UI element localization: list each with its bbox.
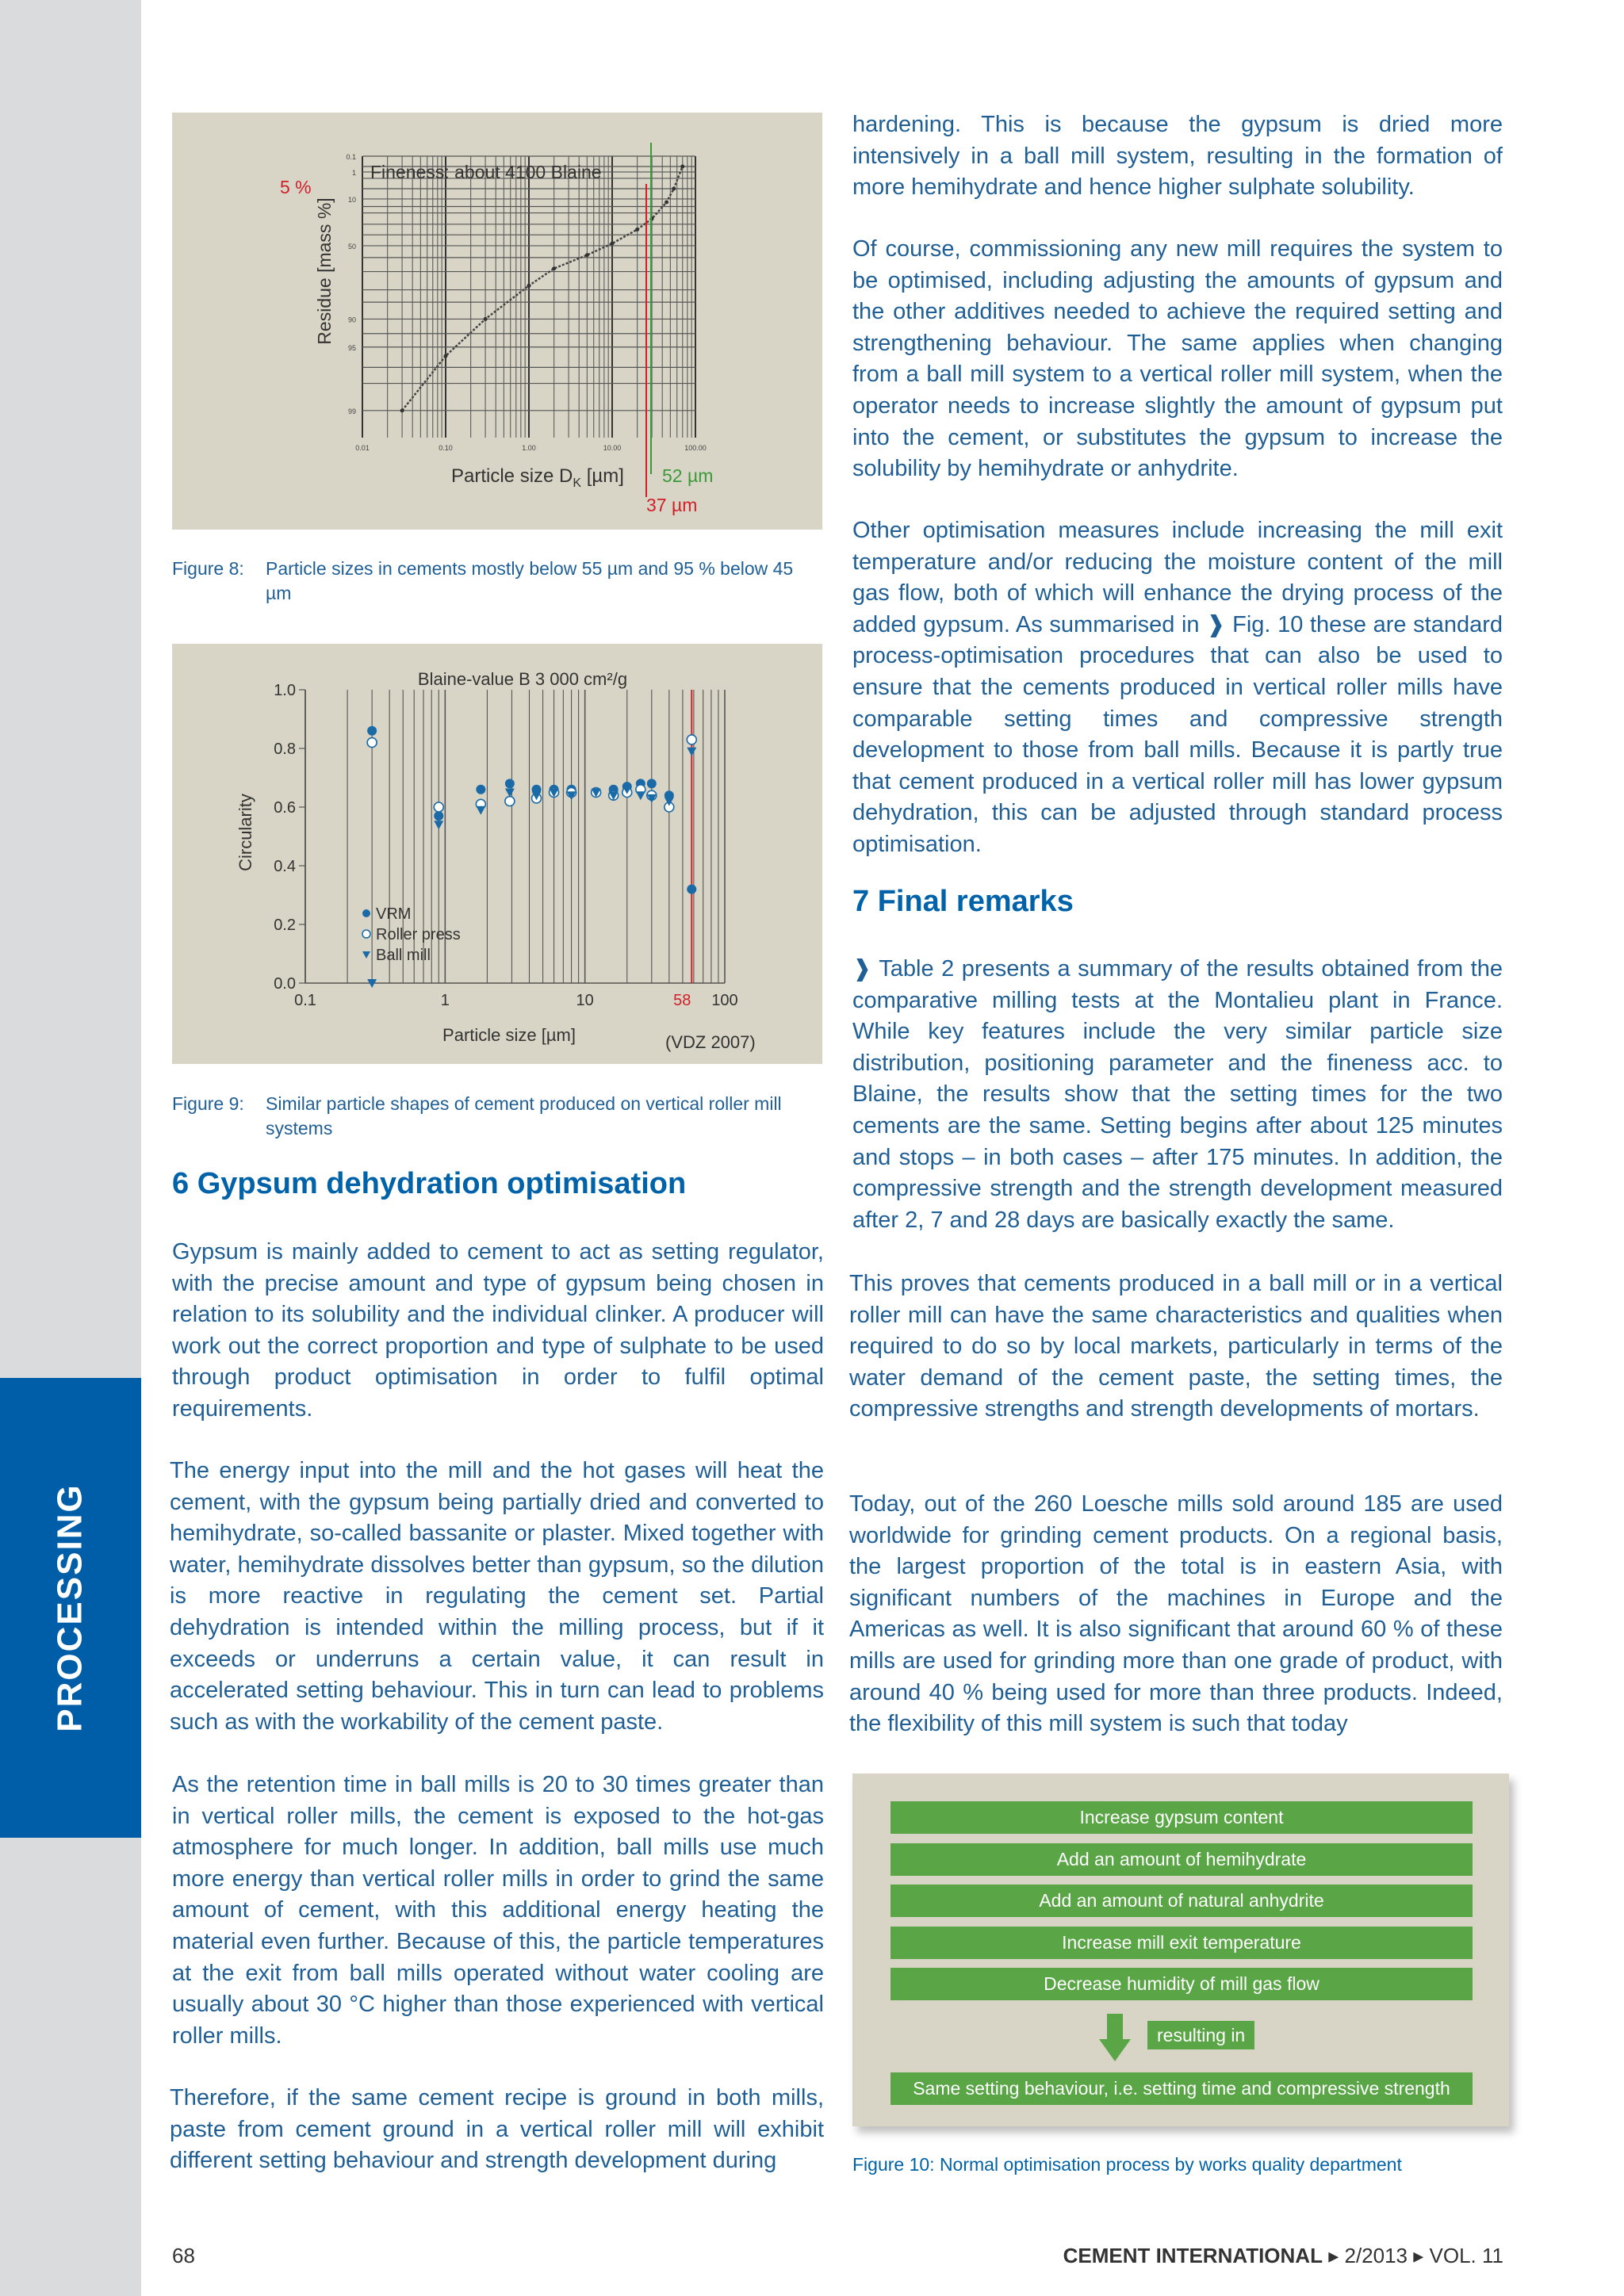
- down-arrow-icon: [1099, 2014, 1131, 2063]
- resulting-in-label: resulting in: [1147, 2021, 1254, 2049]
- f8-xtick: 10.00: [603, 444, 622, 452]
- figure-9-caption-text: Similar particle shapes of cement produced on vertical roller mill systems: [266, 1093, 782, 1138]
- mark-52-label: 52 µm: [662, 465, 714, 486]
- left-paragraph-1: Gypsum is mainly added to cement to act as setting regulator, with the precise amount and type of gypsum being chosen in relation to its solubility and the individual clinker. A producer will work out the correct proportion and type of sulphate to be used through product optimisation in order to fulfil optimal requirements.: [172, 1239, 824, 1422]
- f9-xtick: 100: [711, 992, 738, 1009]
- journal-footer: [1063, 2244, 1503, 2268]
- figure-9-caption-label: Figure 9:: [172, 1093, 244, 1114]
- f9-ylabel: Circularity: [236, 794, 255, 871]
- f9-ytick: 1.0: [274, 682, 296, 699]
- f8-curve-point: [611, 242, 615, 246]
- f9-point-roller-press: [434, 802, 443, 812]
- flow-step-exit-temperature: Increase mill exit temperature: [891, 1927, 1473, 1959]
- left-paragraph-4: Therefore, if the same cement recipe is ground in both mills, paste from cement ground in a vertical roller mill will exhibit different setting behaviour and strength development during: [170, 2085, 824, 2174]
- right-paragraph-4: ❱ Table 2 presents a summary of the results obtained from the comparative milling tests at the Montalieu plant in France. While key features include the very similar particle size distribution, positioning parameter and the fineness acc. to Blaine, the results show that the setting times for the two cements are the same. Setting begins after about 125 minutes and stops – in both cases – after 175 minutes. In addition, the compressive strength and the strength development measured after 2, 7 and 28 days are basically exactly the same.: [852, 956, 1503, 1233]
- f8-ytick: 50: [347, 242, 356, 251]
- mark-37-label: 37 µm: [646, 495, 698, 515]
- flow-step-hemihydrate: Add an amount of hemihydrate: [891, 1843, 1473, 1876]
- flow-step-humidity: Decrease humidity of mill gas flow: [891, 1968, 1473, 2000]
- flow-step-anhydrite: Add an amount of natural anhydrite: [891, 1885, 1473, 1917]
- volume-number: VOL. 11: [1429, 2244, 1503, 2267]
- f8-curve-point: [672, 187, 676, 191]
- journal-name: CEMENT INTERNATIONAL: [1063, 2244, 1323, 2267]
- section-label: PROCESSING: [51, 1483, 90, 1732]
- figure-8-caption-text: Particle sizes in cements mostly below 55 µm and 95 % below 45 µm: [266, 558, 794, 603]
- section-7-heading: 7 Final remarks: [852, 885, 1074, 918]
- f8-curve-point: [400, 408, 404, 412]
- f9-point-vrm: [505, 779, 515, 788]
- f8-ytick: 99: [347, 407, 356, 415]
- left-paragraph-3: As the retention time in ball mills is 20 to 30 times greater than in vertical roller mills, the cement is exposed to the hot-gas atmosphere for much longer. In addition, ball mills use much more energy than vertical roller mills in order to grind the same amount of cement, with this additional energy heating the material even further. Because of this, the particle temperatures at the exit from ball mills operated without water cooling are usually about 30 °C higher than those experienced with vertical roller mills.: [172, 1772, 824, 2049]
- f8-curve-point: [585, 253, 589, 257]
- f9-point-ball-mill: [636, 791, 645, 800]
- left-paragraph-2: The energy input into the mill and the hot gases will heat the cement, with the gypsum being partially dried and converted to hemihydrate, so-called bassanite or plaster. Mixed together with water, hemihydrate dissolves better than gypsum, so the dilution is more reactive in regulating the cement set. Partial dehydration is intended within the milling process, but if it exceeds or underruns a certain value, it can result in accelerated setting behaviour. This in turn can lead to problems such as with the workability of the cement paste.: [170, 1458, 824, 1735]
- figure-9: [172, 644, 822, 1064]
- right-paragraph-5: This proves that cements produced in a ball mill or in a vertical roller mill can have the same characteristics and qualities when required to do so by local markets, particularly in terms of the water demand of the cement paste, the setting times, the compressive strengths and strength developments of mortars.: [849, 1271, 1503, 1422]
- f9-point-ball-mill: [687, 748, 696, 756]
- f9-legend-label: Roller press: [376, 926, 461, 943]
- f8-ytick: 1: [351, 168, 356, 177]
- f9-legend-label: VRM: [376, 905, 412, 923]
- f9-legend-label: Ball mill: [376, 947, 431, 964]
- f8-curve-point: [680, 165, 684, 169]
- f8-curve-point: [444, 354, 448, 358]
- figure-9-caption: [172, 1092, 822, 1147]
- f9-legend-symbol: [362, 951, 370, 959]
- f9-legend-symbol: [362, 909, 370, 917]
- f9-point-vrm: [647, 779, 657, 788]
- figure-8: [172, 113, 822, 530]
- f9-xtick: 1: [440, 992, 450, 1009]
- f8-ytick: 0.1: [346, 153, 356, 161]
- f9-point-roller-press: [687, 735, 696, 744]
- section-label-wrap: [0, 1378, 141, 1838]
- right-paragraph-6: Today, out of the 260 Loesche mills sold around 185 are used worldwide for grinding cement products. On a regional basis, the largest proportion of the total is in eastern Asia, with significant numbers of the machines in Europe and the Americas as well. It is also significant that around 60 % of these mills are used for grinding more than one grade of product, with around 40 % being used for more than three products. Indeed, the flexibility of this mill system is such that today: [849, 1491, 1503, 1737]
- f9-point-roller-press: [367, 738, 377, 748]
- f9-marker-label: 58: [673, 992, 691, 1009]
- footer-arrow-icon-2: ▸: [1413, 2244, 1430, 2267]
- f8-xtick: 1.00: [522, 444, 536, 452]
- f9-point-vrm: [476, 785, 485, 794]
- f9-point-roller-press: [505, 797, 515, 806]
- f8-xlabel: Particle size $D_K$ [µm]: [451, 465, 624, 490]
- right-paragraph-1: hardening. This is because the gypsum is dried more intensively in a ball mill system, resulting in the formation of more hemihydrate and hence higher sulphate solubility.: [852, 112, 1503, 201]
- figure-8-caption-label: Figure 8:: [172, 558, 244, 579]
- f8-xtick: 0.10: [439, 444, 453, 452]
- f8-curve-point: [665, 201, 668, 205]
- f8-ylabel: Residue [mass %]: [314, 197, 335, 345]
- f9-source: (VDZ 2007): [665, 1032, 756, 1052]
- f9-ytick: 0.4: [274, 858, 296, 875]
- flow-result: Same setting behaviour, i.e. setting time and compressive strength: [891, 2072, 1473, 2105]
- f9-point-ball-mill: [434, 821, 443, 829]
- f9-legend-symbol: [362, 930, 370, 938]
- footer-arrow-icon: ▸: [1328, 2244, 1345, 2267]
- sidebar-strip: [0, 0, 141, 2296]
- f9-ytick: 0.2: [274, 916, 296, 934]
- f8-ytick: 10: [347, 195, 356, 204]
- f9-point-ball-mill: [505, 789, 515, 798]
- f9-point-vrm: [687, 885, 696, 894]
- f9-point-vrm: [434, 811, 443, 821]
- figure-8-chart: [172, 113, 822, 530]
- figure-9-chart: [172, 644, 822, 1064]
- five-percent-label: 5 %: [280, 177, 312, 197]
- flow-step-gypsum: Increase gypsum content: [891, 1801, 1473, 1834]
- f9-xtick: 10: [576, 992, 594, 1009]
- f8-xtick: 100.00: [684, 444, 707, 452]
- f8-curve-point: [484, 317, 488, 321]
- issue-number: 2/2013: [1344, 2244, 1408, 2267]
- f9-point-vrm: [367, 726, 377, 736]
- figure-10-caption: Figure 10: Normal optimisation process by works quality department: [852, 2154, 1402, 2175]
- f8-curve-point: [635, 228, 639, 232]
- f9-ytick: 0.0: [274, 975, 296, 993]
- f9-xtick: 0.1: [294, 992, 316, 1009]
- f9-xlabel: Particle size [µm]: [442, 1025, 576, 1045]
- f8-xtick: 0.01: [355, 444, 370, 452]
- right-paragraph-2: Of course, commissioning any new mill requires the system to be optimised, including adjusting the amounts of gypsum and the other additives needed to achieve the required setting and strengthening behaviour. The same applies when changing from a ball mill system to a vertical roller mill system, when the operator needs to increase slightly the amount of gypsum put into the cement, or substitutes the gypsum to increase the solubility by hemihydrate or anhydrite.: [852, 236, 1503, 482]
- f8-ytick: 90: [347, 316, 356, 324]
- page-number: 68: [172, 2244, 195, 2267]
- f8-curve-point: [552, 266, 556, 270]
- figure-8-caption: [172, 557, 822, 612]
- fineness-label: Fineness: about 4100 Blaine: [370, 162, 602, 182]
- f9-ytick: 0.8: [274, 740, 296, 758]
- f8-ytick: 95: [347, 343, 356, 352]
- f9-title: Blaine-value B 3 000 cm²/g: [417, 669, 628, 689]
- f9-ytick: 0.6: [274, 799, 296, 817]
- right-paragraph-3: Other optimisation measures include increasing the mill exit temperature and/or reducing the moisture content of the mill gas flow, both of which will enhance the drying process of the added gypsum. As summarised in ❱ Fig. 10 these are standard process-optimisation procedures that can also be used to ensure that the cements produced in vertical roller mills have comparable setting times and compressive strength development to those from ball mills. Because it is partly true that cement produced in a vertical roller mill has lower gypsum dehydration, this can be adjusted through standard process optimisation.: [852, 518, 1503, 857]
- section-6-heading: 6 Gypsum dehydration optimisation: [172, 1167, 687, 1200]
- f8-curve-point: [527, 284, 531, 288]
- f8-residue-curve: [402, 166, 683, 411]
- f9-point-ball-mill: [476, 806, 485, 815]
